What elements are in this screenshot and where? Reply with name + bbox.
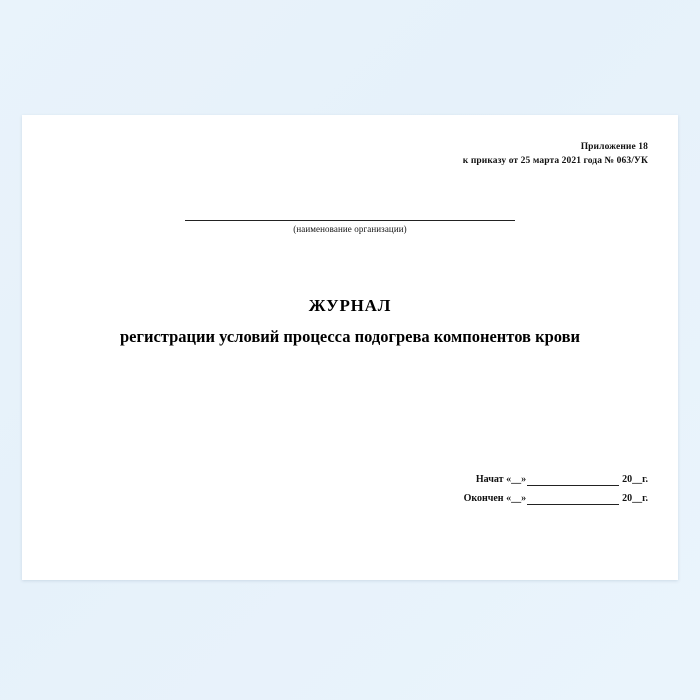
journal-start-year: 20__г. (622, 474, 648, 485)
organization-name-block (52, 203, 648, 234)
document-title-block (52, 296, 648, 348)
page-subtitle: регистрации условий процесса подогрева компонентов крови (119, 326, 581, 346)
page-title: ЖУРНАЛ (308, 295, 392, 315)
journal-end-label: Окончен «__» (463, 493, 527, 504)
appendix-order: к приказу от 25 марта 2021 года № 063/УК (462, 155, 648, 166)
organization-name-caption: (наименование организации) (293, 223, 407, 234)
journal-end-year: 20__г. (622, 493, 648, 504)
journal-start-line (527, 484, 619, 486)
journal-end-row (464, 489, 648, 508)
organization-name-line (185, 219, 515, 221)
journal-start-label: Начат «__» (475, 474, 527, 485)
document-content (22, 115, 678, 580)
journal-period-block (464, 470, 648, 508)
document-sheet (22, 115, 678, 580)
appendix-number: Приложение 18 (580, 142, 648, 152)
journal-end-line (527, 503, 619, 505)
appendix-reference (52, 141, 648, 169)
journal-start-row (464, 470, 648, 489)
